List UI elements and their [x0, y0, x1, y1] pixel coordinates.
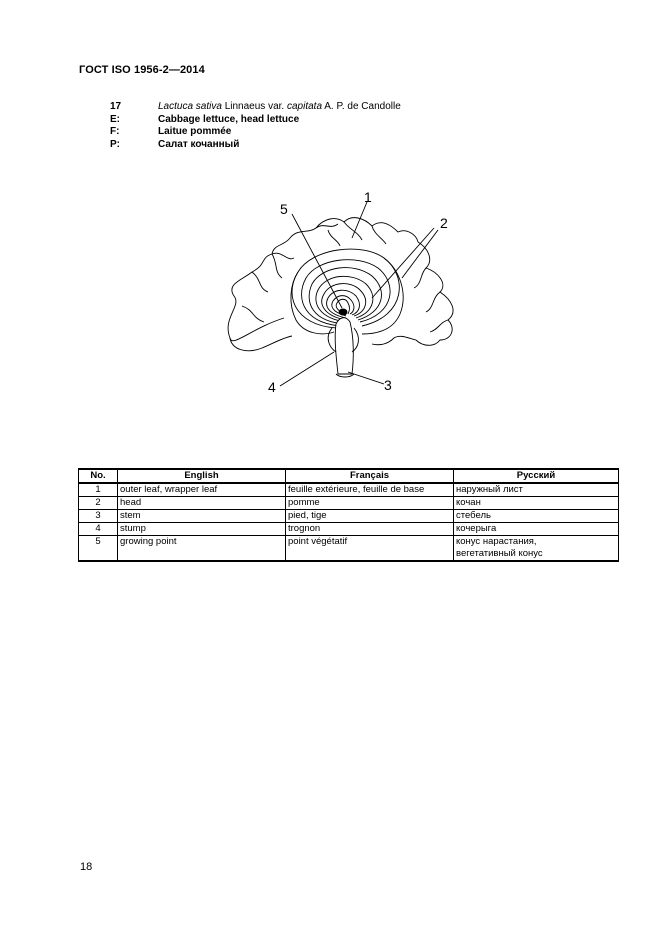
cell-english: growing point — [118, 536, 286, 562]
outer-leaf-left-detail — [242, 254, 282, 322]
outer-leaf-left-2 — [230, 336, 292, 351]
cell-english: outer leaf, wrapper leaf — [118, 483, 286, 497]
outer-leaf-left — [228, 253, 294, 341]
cell-no: 2 — [79, 497, 118, 510]
latin-name: Lactuca sativa Linnaeus var. capitata A. P. de Candolle — [158, 101, 401, 112]
table-row — [79, 536, 619, 562]
table-row — [79, 497, 619, 510]
lettuce-drawing — [212, 188, 477, 410]
cell-french: trognon — [286, 523, 454, 536]
entry-key-f: F: — [110, 126, 120, 137]
cell-english: stump — [118, 523, 286, 536]
entry-french-row — [110, 126, 401, 139]
page-number: 18 — [80, 861, 93, 873]
header-no: No. — [79, 469, 118, 483]
cell-french: feuille extérieure, feuille de base — [286, 483, 454, 497]
cell-french: pomme — [286, 497, 454, 510]
cell-no: 1 — [79, 483, 118, 497]
entry-block — [110, 101, 401, 151]
cell-russian-line-1: конус нарастания, — [456, 536, 537, 547]
cell-russian-line-2: вегетативный конус — [456, 548, 543, 559]
entry-key-e: E: — [110, 113, 120, 125]
figure-label-3: 3 — [384, 377, 392, 393]
figure-label-4: 4 — [268, 379, 276, 395]
stem — [335, 318, 353, 374]
header-russian: Русский — [454, 469, 619, 483]
outer-leaf-top — [316, 218, 418, 242]
figure-label-2: 2 — [440, 215, 448, 231]
table-header-row — [79, 469, 619, 483]
figure-label-1: 1 — [364, 189, 372, 205]
outer-leaf-right-inner — [372, 336, 416, 344]
leader-line-3 — [348, 372, 384, 384]
figure-label-5: 5 — [280, 201, 288, 217]
entry-key-p: P: — [110, 138, 120, 150]
cell-english: head — [118, 497, 286, 510]
table-row — [79, 523, 619, 536]
cell-russian: стебель — [454, 510, 619, 523]
cell-russian: кочерыга — [454, 523, 619, 536]
lettuce-illustration — [212, 188, 477, 410]
cell-english: stem — [118, 510, 286, 523]
header-english: English — [118, 469, 286, 483]
cell-no: 4 — [79, 523, 118, 536]
stem-base — [336, 374, 354, 377]
french-name: Laitue pommée — [158, 126, 232, 137]
header-french: Français — [286, 469, 454, 483]
cell-no: 3 — [79, 510, 118, 523]
english-name: Cabbage lettuce, head lettuce — [158, 113, 300, 125]
cell-russian — [454, 536, 619, 562]
document-header: ГОСТ ISO 1956-2—2014 — [79, 64, 205, 76]
entry-number: 17 — [110, 101, 122, 112]
entry-english-row — [110, 114, 401, 127]
entry-russian-row — [110, 139, 401, 152]
cell-russian: наружный лист — [454, 483, 619, 497]
cell-french: pied, tige — [286, 510, 454, 523]
leader-line-4 — [280, 352, 334, 386]
table-row — [79, 483, 619, 497]
cell-french: point végétatif — [286, 536, 454, 562]
terms-table — [78, 468, 619, 562]
growing-point — [339, 309, 347, 315]
table-row — [79, 510, 619, 523]
cell-russian: кочан — [454, 497, 619, 510]
russian-name: Салат кочанный — [158, 138, 240, 150]
entry-latin-row — [110, 101, 401, 114]
outer-leaf-right-detail — [414, 268, 448, 332]
cell-no: 5 — [79, 536, 118, 562]
